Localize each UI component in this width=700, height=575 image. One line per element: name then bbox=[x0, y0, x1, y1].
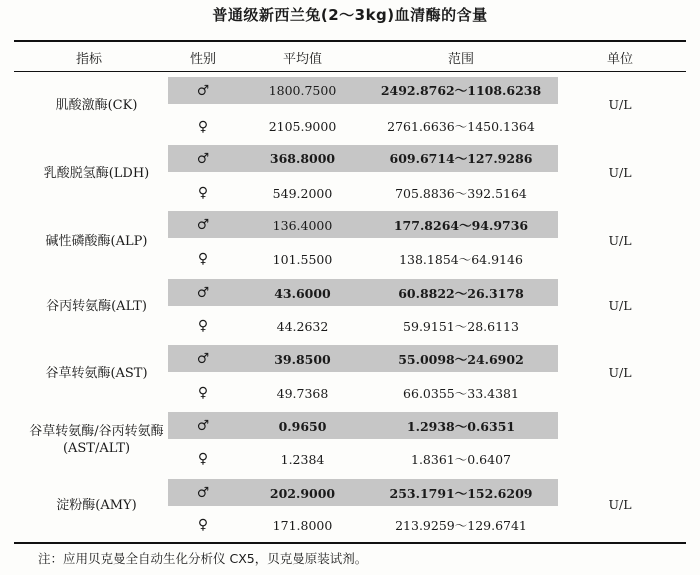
amy-male-range: 253.1791～152.6209 bbox=[389, 486, 533, 501]
header-mean: 平均值 bbox=[282, 52, 322, 67]
table-bottom-rule bbox=[14, 542, 686, 544]
ast-female-range: 66.0355～33.4381 bbox=[403, 386, 519, 401]
table-title: 普通级新西兰兔(2～3kg)血清酶的含量 bbox=[212, 6, 488, 24]
ldh-male-range: 609.6714～127.9286 bbox=[389, 151, 533, 166]
ldh-male-mean: 368.8000 bbox=[269, 151, 336, 166]
ast-female-mean: 49.7368 bbox=[276, 386, 329, 401]
alp-male-range: 177.8264～94.9736 bbox=[393, 218, 529, 233]
ast-male-mean: 39.8500 bbox=[274, 352, 331, 367]
indicator-ast: 谷草转氨酶(AST) bbox=[45, 366, 148, 381]
indicator-ldh: 乳酸脱氢酶(LDH) bbox=[43, 166, 150, 181]
male-symbol: ♂ bbox=[196, 151, 210, 167]
amy-unit: U/L bbox=[608, 497, 632, 512]
female-symbol: ♀ bbox=[197, 451, 209, 467]
ldh-female-mean: 549.2000 bbox=[272, 186, 333, 201]
male-symbol: ♂ bbox=[196, 418, 210, 434]
male-symbol: ♂ bbox=[196, 485, 210, 501]
male-symbol: ♂ bbox=[196, 351, 210, 367]
alt-male-mean: 43.6000 bbox=[274, 286, 331, 301]
ast-male-range: 55.0098～24.6902 bbox=[398, 352, 524, 367]
ck-male-mean: 1800.7500 bbox=[268, 83, 337, 98]
indicator-ck: 肌酸激酶(CK) bbox=[55, 98, 138, 113]
alt-male-range: 60.8822～26.3178 bbox=[398, 286, 524, 301]
female-symbol: ♀ bbox=[197, 318, 209, 334]
alt-unit: U/L bbox=[608, 298, 632, 313]
table-header-rule bbox=[14, 71, 686, 72]
astalt-female-mean: 1.2384 bbox=[280, 452, 325, 467]
alp-unit: U/L bbox=[608, 233, 632, 248]
male-symbol: ♂ bbox=[196, 285, 210, 301]
header-unit: 单位 bbox=[606, 52, 633, 67]
astalt-male-range: 1.2938～0.6351 bbox=[406, 419, 516, 434]
male-symbol: ♂ bbox=[196, 83, 210, 99]
alt-female-mean: 44.2632 bbox=[276, 319, 329, 334]
indicator-ast-alt: 谷草转氨酶/谷丙转氨酶 bbox=[29, 424, 164, 439]
ck-female-range: 2761.6636～1450.1364 bbox=[387, 119, 535, 134]
female-symbol: ♀ bbox=[197, 251, 209, 267]
indicator-amy: 淀粉酶(AMY) bbox=[56, 498, 137, 513]
ldh-female-range: 705.8836～392.5164 bbox=[395, 186, 527, 201]
female-symbol: ♀ bbox=[197, 385, 209, 401]
female-symbol: ♀ bbox=[197, 517, 209, 533]
amy-male-mean: 202.9000 bbox=[269, 486, 336, 501]
alp-male-mean: 136.4000 bbox=[272, 218, 333, 233]
alp-female-mean: 101.5500 bbox=[272, 252, 333, 267]
ck-unit: U/L bbox=[608, 97, 632, 112]
alp-female-range: 138.1854～64.9146 bbox=[399, 252, 523, 267]
table-top-rule bbox=[14, 40, 686, 42]
amy-female-range: 213.9259～129.6741 bbox=[395, 518, 527, 533]
amy-female-mean: 171.8000 bbox=[272, 518, 333, 533]
astalt-female-range: 1.8361～0.6407 bbox=[411, 452, 511, 467]
ldh-unit: U/L bbox=[608, 165, 632, 180]
male-symbol: ♂ bbox=[196, 217, 210, 233]
indicator-alp: 碱性磷酸酶(ALP) bbox=[45, 234, 148, 249]
female-symbol: ♀ bbox=[197, 119, 209, 135]
table-footnote: 注：应用贝克曼全自动生化分析仪 CX5，贝克曼原装试剂。 bbox=[38, 551, 368, 566]
indicator-ast-alt-abbr: (AST/ALT) bbox=[62, 441, 131, 456]
alt-female-range: 59.9151～28.6113 bbox=[403, 319, 519, 334]
ck-male-range: 2492.8762～1108.6238 bbox=[380, 83, 542, 98]
header-range: 范围 bbox=[447, 52, 474, 67]
ast-unit: U/L bbox=[608, 365, 632, 380]
astalt-male-mean: 0.9650 bbox=[278, 419, 327, 434]
ck-female-mean: 2105.9000 bbox=[268, 119, 337, 134]
header-indicator: 指标 bbox=[75, 52, 102, 67]
indicator-alt: 谷丙转氨酶(ALT) bbox=[46, 299, 147, 314]
header-sex: 性别 bbox=[189, 52, 216, 67]
female-symbol: ♀ bbox=[197, 185, 209, 201]
